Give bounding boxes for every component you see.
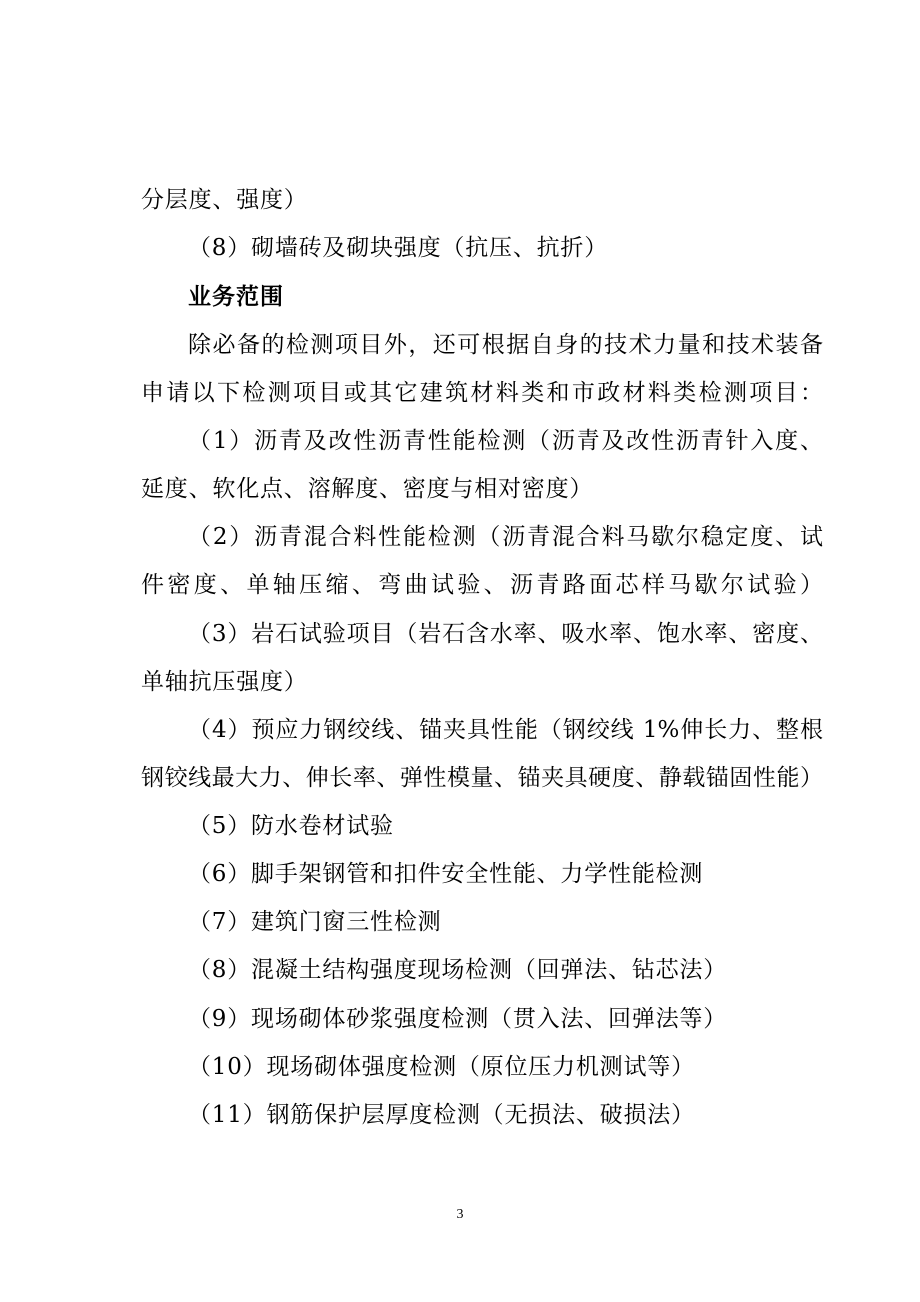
list-item-line: （6）脚手架钢管和扣件安全性能、力学性能检测 <box>188 861 704 887</box>
list-item-line: （9）现场砌体砂浆强度检测（贯入法、回弹法等） <box>188 1006 728 1032</box>
list-item-line: （4）预应力钢绞线、锚夹具性能（钢绞线 1%伸长力、整根 <box>188 717 823 743</box>
paragraph-line: 除必备的检测项目外，还可根据自身的技术力量和技术装备 <box>188 332 823 358</box>
list-item-line: （8）砌墙砖及砌块强度（抗压、抗折） <box>188 235 609 261</box>
list-item-line: （7）建筑门窗三性检测 <box>188 909 442 935</box>
list-item-line: （11）钢筋保护层厚度检测（无损法、破损法） <box>188 1102 695 1128</box>
list-item-line: （8）混凝土结构强度现场检测（回弹法、钻芯法） <box>188 957 728 983</box>
section-heading: 业务范围 <box>188 284 284 310</box>
list-item-continuation: 件密度、单轴压缩、弯曲试验、沥青路面芯样马歇尔试验） <box>141 572 823 598</box>
list-item-line: （1）沥青及改性沥青性能检测（沥青及改性沥青针入度、 <box>188 428 823 454</box>
list-item-line: （2）沥青混合料性能检测（沥青混合料马歇尔稳定度、试 <box>188 524 823 550</box>
list-item-line: （3）岩石试验项目（岩石含水率、吸水率、饱水率、密度、 <box>188 621 823 647</box>
continuation-line: 分层度、强度） <box>141 187 308 213</box>
list-item-line: （5）防水卷材试验 <box>188 813 394 839</box>
list-item-continuation: 单轴抗压强度） <box>141 669 308 695</box>
list-item-continuation: 钢铰线最大力、伸长率、弹性模量、锚夹具硬度、静载锚固性能） <box>141 765 823 791</box>
page-number: 3 <box>456 1207 464 1222</box>
list-item-continuation: 延度、软化点、溶解度、密度与相对密度） <box>141 476 594 502</box>
list-item-line: （10）现场砌体强度检测（原位压力机测试等） <box>188 1054 695 1080</box>
paragraph-line: 申请以下检测项目或其它建筑材料类和市政材料类检测项目： <box>141 380 823 406</box>
